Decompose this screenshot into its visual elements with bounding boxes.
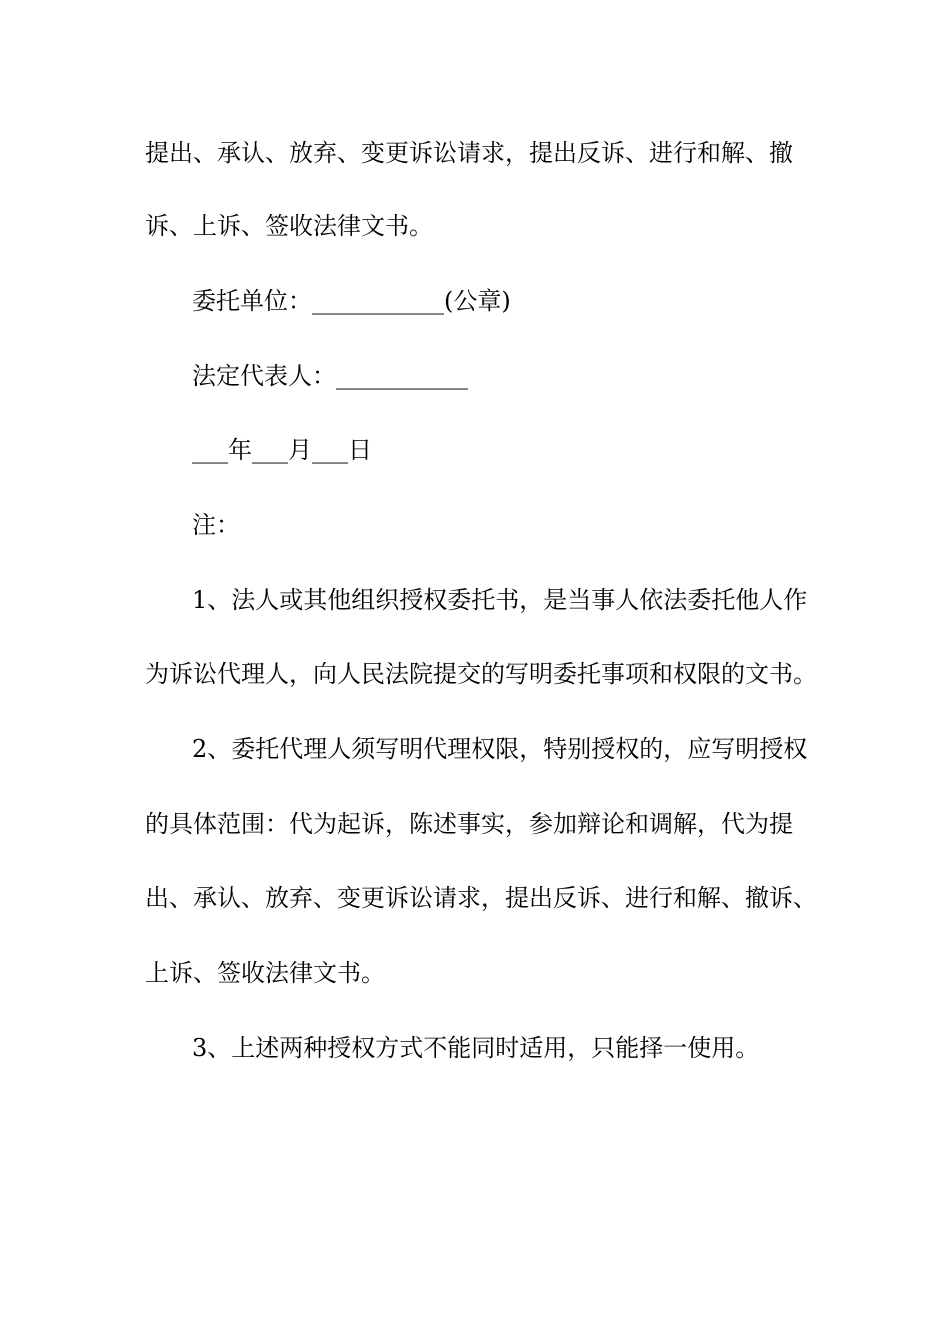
notes-heading: 注： bbox=[192, 511, 240, 539]
body-text-line-2: 诉、上诉、签收法律文书。 bbox=[145, 212, 433, 240]
note-2-line-2: 的具体范围：代为起诉，陈述事实，参加辩论和调解，代为提 bbox=[145, 810, 793, 838]
note-3-line-1: 3、上述两种授权方式不能同时适用，只能择一使用。 bbox=[192, 1034, 760, 1062]
note-1-line-2: 为诉讼代理人，向人民法院提交的写明委托事项和权限的文书。 bbox=[145, 660, 817, 688]
note-1-line-1: 1、法人或其他组织授权委托书，是当事人依法委托他人作 bbox=[192, 586, 808, 614]
body-text-line-1: 提出、承认、放弃、变更诉讼请求，提出反诉、进行和解、撤 bbox=[145, 139, 793, 167]
note-2-line-1: 2、委托代理人须写明代理权限，特别授权的，应写明授权 bbox=[192, 735, 808, 763]
legal-representative-field: 法定代表人：___________ bbox=[192, 362, 468, 390]
note-2-line-3: 出、承认、放弃、变更诉讼请求，提出反诉、进行和解、撤诉、 bbox=[145, 884, 817, 912]
principal-unit-field: 委托单位：___________(公章) bbox=[192, 287, 511, 315]
note-2-line-4: 上诉、签收法律文书。 bbox=[145, 959, 385, 987]
date-field: ___年___月___日 bbox=[192, 436, 372, 464]
